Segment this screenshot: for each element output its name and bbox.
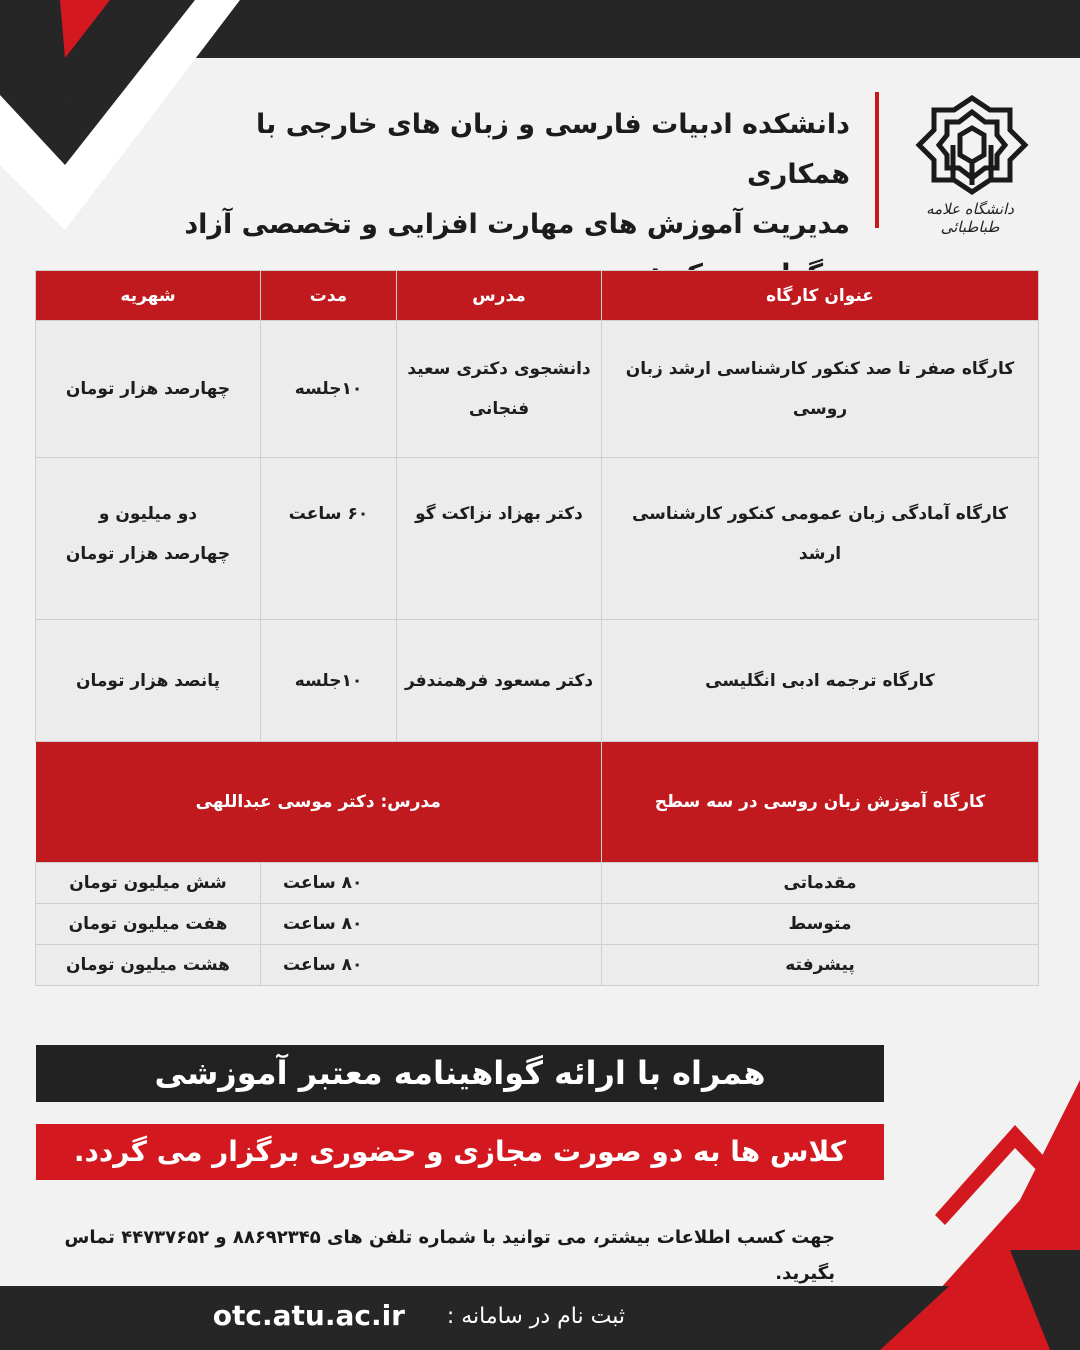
contact-info: جهت کسب اطلاعات بیشتر، می توانید با شماره تلفن های ۸۸۶۹۲۳۴۵ و ۴۴۷۳۷۶۵۲ تماس بگیرید.: [64, 1227, 835, 1284]
level-fee: هشت میلیون تومان: [36, 945, 261, 986]
level-row: [36, 863, 1039, 904]
column-header-fee: شهریه: [36, 271, 261, 321]
column-header-teacher: مدرس: [397, 271, 602, 321]
header-line-1: دانشکده ادبیات فارسی و زبان های خارجی با همکاری: [256, 109, 850, 190]
workshop-fee: پانصد هزار تومان: [36, 620, 261, 742]
level-fee: شش میلیون تومان: [36, 863, 261, 904]
table-header-row: [36, 271, 1039, 321]
workshop-teacher: دکتر بهزاد نزاکت گو: [397, 458, 602, 620]
level-name: متوسط: [602, 904, 1039, 945]
fee-line-1: دو میلیون و: [98, 504, 198, 524]
header-line-2: مدیریت آموزش های مهارت افزایی و تخصصی آزاد: [184, 209, 850, 240]
header-divider: [875, 92, 879, 228]
workshop-title: کارگاه آمادگی زبان عمومی کنکور کارشناسی ارشد: [602, 458, 1039, 620]
level-duration: ۸۰ ساعت: [261, 904, 602, 945]
column-header-duration: مدت: [261, 271, 397, 321]
column-header-title: عنوان کارگاه: [602, 271, 1039, 321]
workshop-duration: ۱۰جلسه: [261, 620, 397, 742]
workshop-duration: ۶۰ ساعت: [261, 458, 397, 620]
class-mode-banner: کلاس ها به دو صورت مجازی و حضوری برگزار می گردد.: [36, 1124, 884, 1180]
level-duration: ۸۰ ساعت: [261, 863, 602, 904]
workshop-fee: چهارصد هزار تومان: [36, 321, 261, 458]
workshop-title: کارگاه ترجمه ادبی انگلیسی: [602, 620, 1039, 742]
level-row: [36, 945, 1039, 986]
table-row: [36, 321, 1039, 458]
level-fee: هفت میلیون تومان: [36, 904, 261, 945]
fee-line-2: چهارصد هزار تومان: [65, 544, 231, 564]
workshop-teacher: دکتر مسعود فرهمندفر: [397, 620, 602, 742]
russian-workshop-teacher: مدرس: دکتر موسی عبداللهی: [36, 742, 602, 863]
register-label: ثبت نام در سامانه :: [446, 1304, 625, 1329]
level-row: [36, 904, 1039, 945]
certificate-banner: همراه با ارائه گواهینامه معتبر آموزشی: [36, 1045, 884, 1102]
workshops-table: [35, 270, 1039, 986]
teacher-line-2: فنجانی: [468, 399, 530, 419]
russian-workshop-header: [36, 742, 1039, 863]
table-row: [36, 458, 1039, 620]
level-name: مقدماتی: [602, 863, 1039, 904]
workshop-teacher: [397, 321, 602, 458]
workshop-fee: [36, 458, 261, 620]
level-name: پیشرفته: [602, 945, 1039, 986]
workshop-duration: ۱۰جلسه: [261, 321, 397, 458]
workshop-title: کارگاه صفر تا صد کنکور کارشناسی ارشد زبان روسی: [602, 321, 1039, 458]
registration-url-link[interactable]: otc.atu.ac.ir: [212, 1299, 405, 1332]
russian-workshop-title: کارگاه آموزش زبان روسی در سه سطح: [602, 742, 1039, 863]
teacher-line-1: دانشجوی دکتری سعید: [407, 359, 591, 379]
level-duration: ۸۰ ساعت: [261, 945, 602, 986]
table-row: [36, 620, 1039, 742]
logo-caption: دانشگاه علامه طباطبائی: [926, 200, 1014, 236]
